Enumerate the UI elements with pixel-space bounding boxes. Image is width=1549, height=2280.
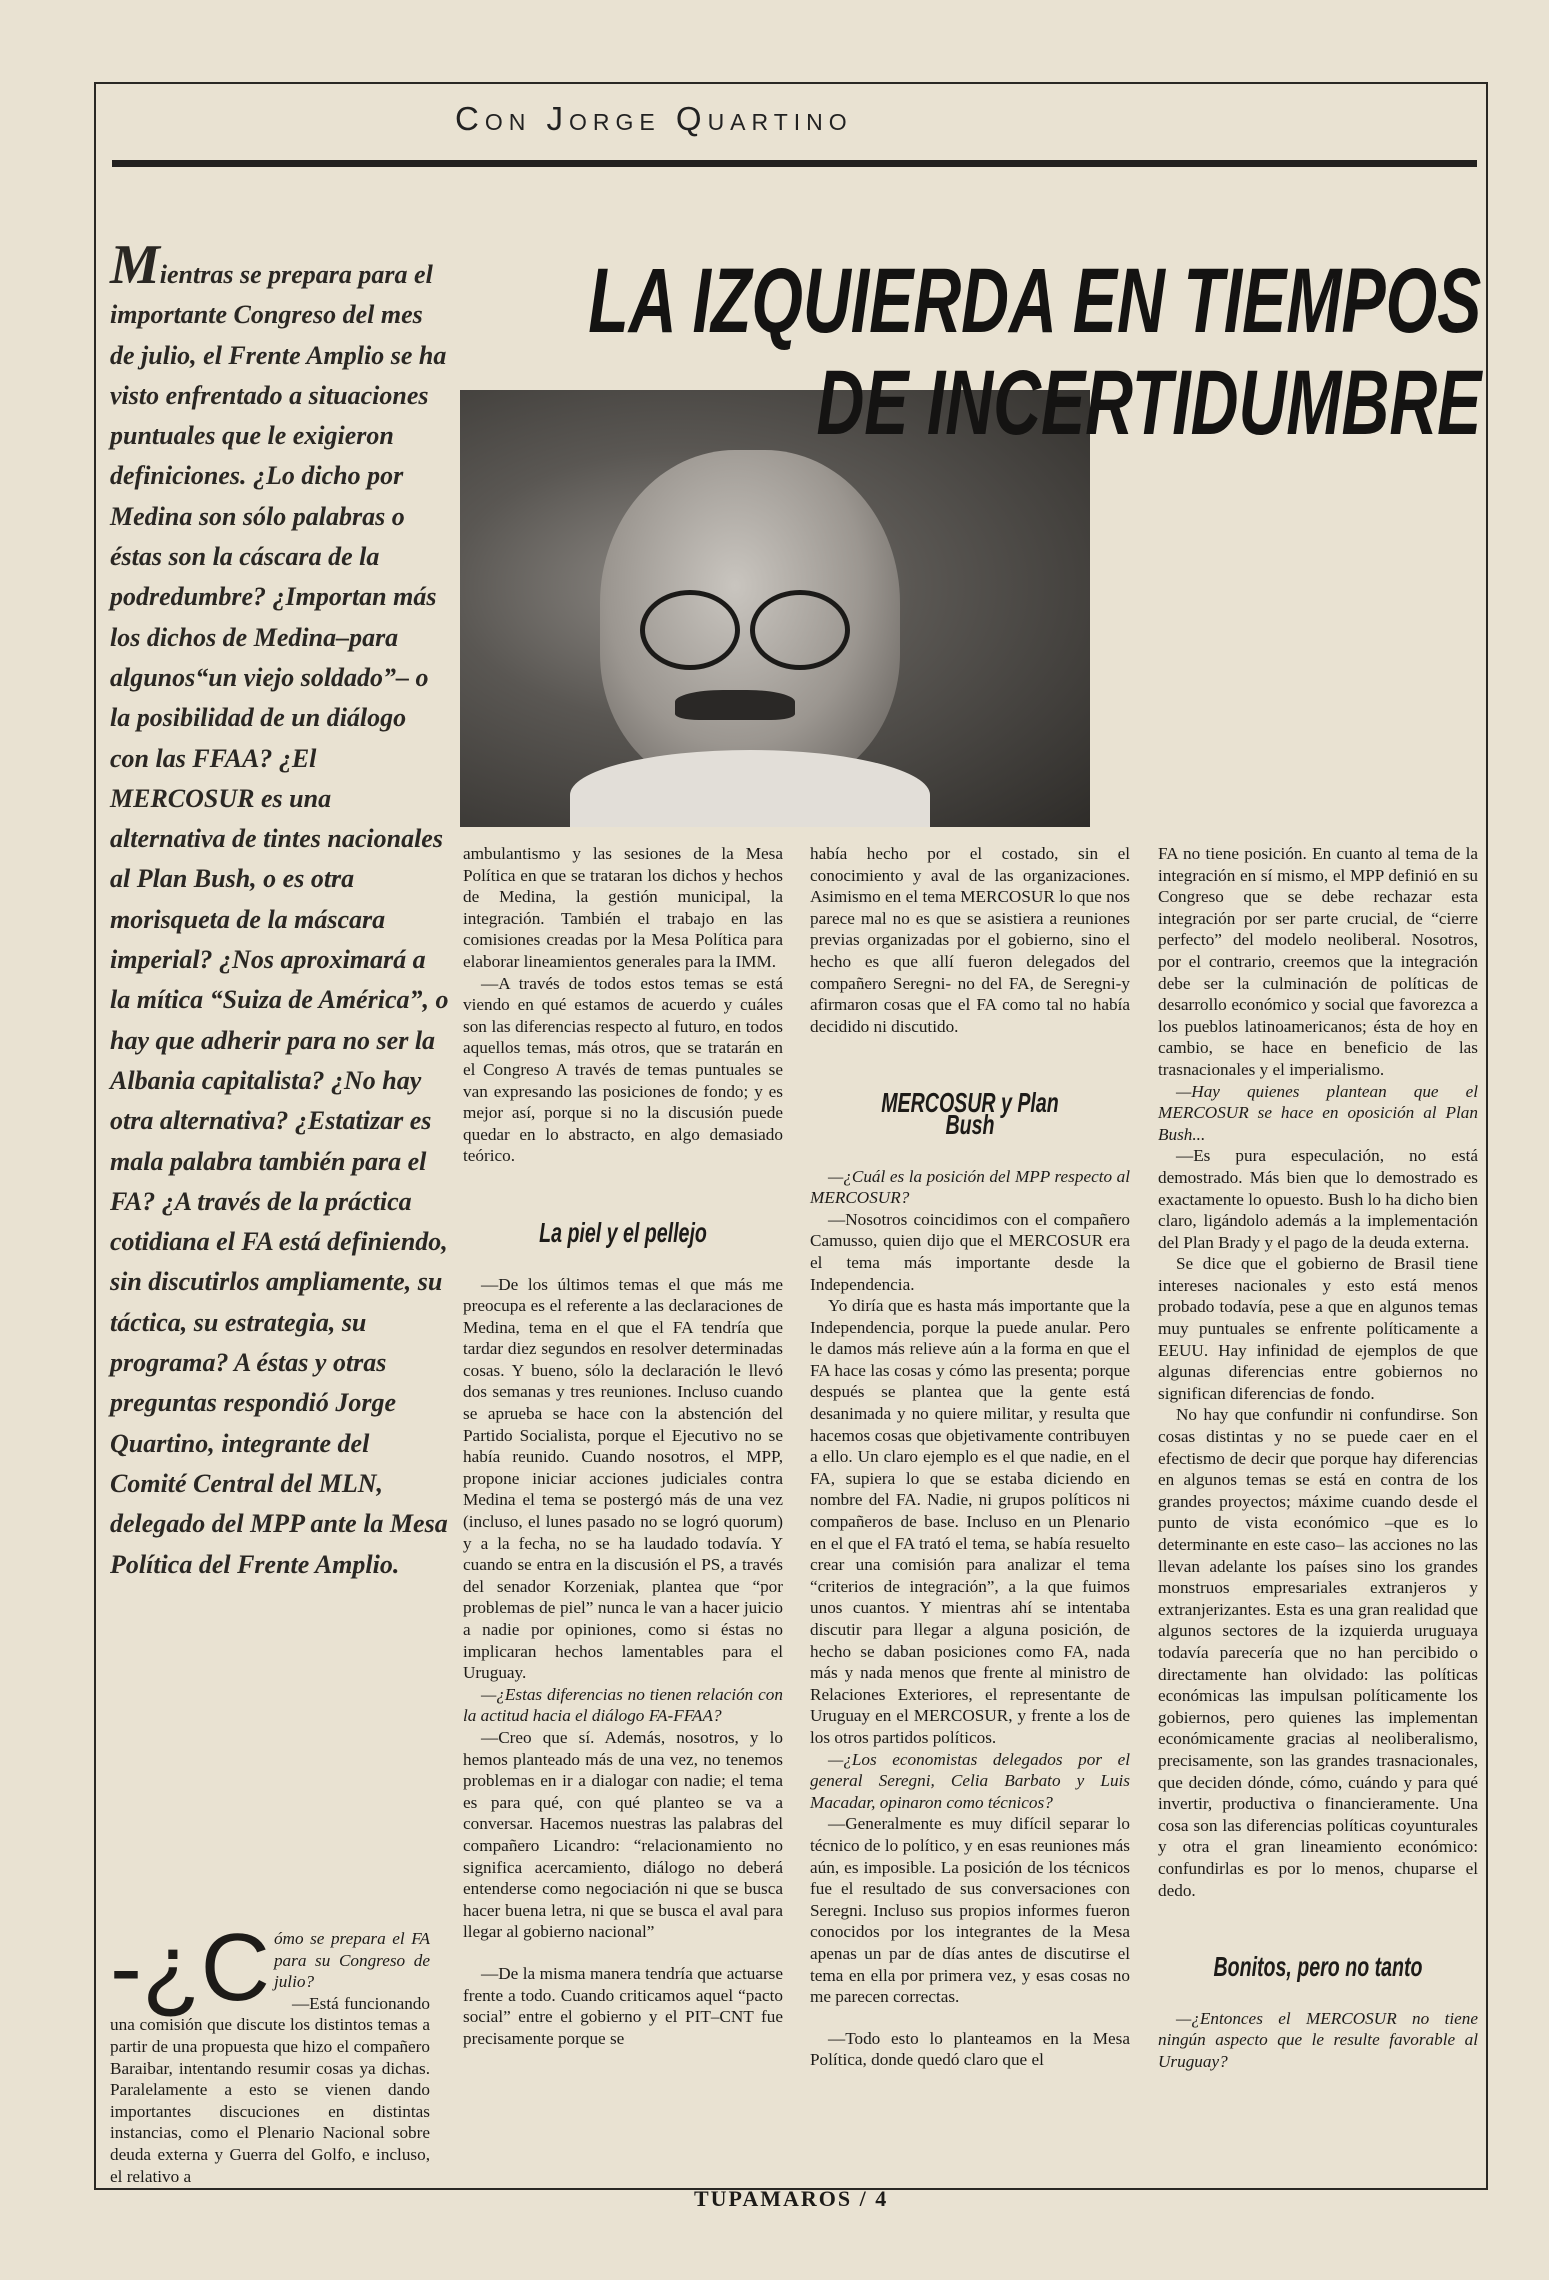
question: —¿Estas diferencias no tienen relación con la actitud hacia el diálogo FA-FFAA? [463, 1684, 783, 1726]
paragraph: —Es pura especulación, no está demostrado. Más bien que lo demostrado es exactamente lo opuesto. Bush lo ha dicho bien claro, ligándolo además a la implementación del Plan Brady y el pago de la deuda externa. [1158, 1146, 1478, 1252]
paragraph: ambulantismo y las sesiones de la Mesa Política en que se trataran los dichos y hechos de Medina, la gestión municipal, la integración. También el trabajo en las comisiones creadas por la Mesa Política para elaborar lineamientos generales para la IMM. [463, 844, 783, 971]
paragraph: —Está funcionando una comisión que discute los distintos temas a partir de una propuesta que hizo el compañero Baraibar, intentando resumir cosas ya dichas. Paralelamente a esto se vienen dando importantes discuciones en distintas instancias, como el Plenario Nacional sobre deuda externa y Guerra del Golfo, e incluso, el relativo a [110, 1993, 430, 2186]
intro-deck [110, 234, 450, 1585]
paragraph: —Generalmente es muy difícil separar lo técnico de lo político, y en esas reuniones más aún, es imposible. La posición de los técnicos fue el resultado de sus conversaciones con Seregni. Incluso sus propios informes fueron conocidos por los integrantes de la Mesa apenas un par de días antes de discutirse el tema en ella por primera vez, y esas cosas no me parecen correctas. [810, 1814, 1130, 2007]
question: —¿Cuál es la posición del MPP respecto al MERCOSUR? [810, 1166, 1130, 1208]
paragraph: —De los últimos temas el que más me preocupa es el referente a las declaraciones de Medina, tema en el que el FA tendría que tardar diez segundos en resolver determinadas cosas. Y bueno, sólo la declaración le llevó dos semanas y tres reuniones. Incluso cuando se aprueba se hace con la abstención del Partido Socialista, porque el Ejecutivo no se había reunido. Cuando nosotros, el MPP, propone iniciar acciones judiciales contra Medina el tema se postergó más de una vez (incluso, el lunes pasado no se logró quorum) y a la fecha, no se ha laudado todavía. Y cuando se entra en la discusión el PS, a través del senador Korzeniak, plantea que “por problemas de piel” nunca le van a hacer juicio a nadie por opiniones, como si éstas no implicaran hechos lamentables para el Uruguay. [463, 1274, 783, 1683]
headline [588, 250, 1481, 454]
paragraph: Se dice que el gobierno de Brasil tiene intereses nacionales y esto está menos probado todavía, pese a que en algunos temas muy puntuales se enfrente políticamente a EEUU. Hay infinidad de ejemplos de que algunas diferencias entre gobiernos no significan diferencias de fondo. [1158, 1254, 1478, 1403]
headline-line-1: LA IZQUIERDA EN TIEMPOS [587, 250, 1481, 352]
subhead: Bonitos, pero no tanto [1213, 1951, 1423, 1983]
column-3 [810, 843, 1130, 2071]
paragraph: FA no tiene posición. En cuanto al tema de la integración en sí mismo, el MPP definió en su Congreso que se debe rechazar esta integración por ser parte crucial, de “cierre perfecto” del modelo neoliberal. Nosotros, por el contrario, creemos que la integración debe ser la culminación de políticas de desarrollo económico y social que favorezca a los pueblos latinoamericanos; ésta de hoy en cambio, se hace en beneficio de las trasnacionales y el imperialismo. [1158, 844, 1478, 1079]
paragraph: —A través de todos estos temas se está viendo en qué estamos de acuerdo y cuáles son las diferencias respecto al futuro, en todos aquellos temas, más otros, que se tratarán en el Congreso A través de temas puntuales se van expresando las posiciones de fondo; y es mejor así, porque si no la discusión puede quedar en lo abstracto, en algo demasiado teórico. [463, 973, 783, 1166]
paragraph: Yo diría que es hasta más importante que la Independencia, porque la puede anular. Pero le damos más relieve aún a la forma en que el FA hace las cosas y cómo las presenta; porque después se plantea que la gente está desanimada y no quiere militar, y resulta que hacemos cosas que objetivamente contribuyen a ello. Un claro ejemplo es el que nadie, en el FA, supiera lo que se estaba diciendo en nombre del FA. Nadie, ni grupos políticos ni compañeros de base. Incluso en un Plenario en el que el FA trató el tema, se había resuelto crear una comisión para analizar el tema “criterios de integración”, a la que fuimos unos cuantos. Y mientras ahí se intentaba discutir para llegar a alguna posición, de hecho se daban posiciones como FA, nada más y nada menos que frente al ministro de Relaciones Exteriores, el representante de Uruguay en el MERCOSUR, y frente a los de los otros partidos políticos. [810, 1296, 1130, 1747]
paragraph: —De la misma manera tendría que actuarse frente a todo. Cuando criticamos aquel “pacto social” entre el gobierno y el PIT–CNT fue precisamente porque se [463, 1963, 783, 2048]
header-rule [112, 160, 1477, 167]
column-4 [1158, 843, 1478, 2072]
paragraph: —Nosotros coincidimos con el compañero Camusso, quien dijo que el MERCOSUR era el tema más importante desde la Independencia. [810, 1209, 1130, 1294]
dropcap: -¿C [110, 1914, 270, 2021]
question: —¿Los economistas delegados por el general Seregni, Celia Barbato y Luis Macadar, opinaron como técnicos? [810, 1749, 1130, 1812]
paragraph: había hecho por el costado, sin el conocimiento y aval de las organizaciones. Asimismo en el tema MERCOSUR lo que nos parece mal no es que se asistiera a reuniones previas organizadas por el gobierno, sino el hecho es que allí fueron delegados del compañero Seregni- no del FA, de Seregni-y afirmaron cosas que el FA como tal no había decidido ni discutido. [810, 844, 1130, 1036]
subhead: La piel y el pellejo [539, 1216, 707, 1248]
question: —¿Entonces el MERCOSUR no tiene ningún aspecto que le resulte favorable al Uruguay? [1158, 2008, 1478, 2071]
section-kicker: Con Jorge Quartino [455, 100, 853, 137]
intro-dropcap: M [110, 234, 160, 296]
column-2 [463, 843, 783, 2049]
portrait-photo [460, 390, 1090, 827]
subhead: MERCOSUR y Plan Bush [881, 1087, 1059, 1140]
column-1 [110, 1914, 430, 2187]
headline-line-2: DE INCERTIDUMBRE [816, 352, 1481, 454]
page-footer: TUPAMAROS / 4 [694, 2186, 889, 2211]
intro-text: ientras se prepara para el importante Congreso del mes de julio, el Frente Amplio se ha visto enfrentado a situaciones puntuales que le exigieron definiciones. ¿Lo dicho por Medina son sólo palabras o éstas son la cáscara de la podredumbre? ¿Importan más los dichos de Medina–para algunos“un viejo soldado”– o la posibilidad de un diálogo con las FFAA? ¿El MERCOSUR es una alternativa de tintes nacionales al Plan Bush, o es otra morisqueta de la máscara imperial? ¿Nos aproximará a la mítica “Suiza de América”, o hay que adherir para no ser la Albania capitalista? ¿No hay otra alternativa? ¿Estatizar es mala palabra también para el FA? ¿A través de la práctica cotidiana el FA está definiendo, sin discutirlos ampliamente, su táctica, su estrategia, su programa? A éstas y otras preguntas respondió Jorge Quartino, integrante del Comité Central del MLN, delegado del MPP ante la Mesa Política del Frente Amplio. [110, 260, 449, 1579]
paragraph: No hay que confundir ni confundirse. Son cosas distintas y no se puede caer en el efectismo de decir que porque hay diferencias en algunos temas se está en contra de los grandes proyectos; máxime cuando desde el punto de vista económico –que es lo determinante en este caso– las acciones no las llevan adelante los países sino los grandes monstruos empresariales extranjeros y extranjerizantes. Esta es una gran realidad que algunos sectores de la izquierda uruguaya todavía parecería que no han percibido o directamente han olvidado: las políticas económicas las impulsan políticamente los gobiernos, pero quienes las implementan económicamente gracias al neoliberalismo, precisamente, son las grandes trasnacionales, que deciden dónde, cómo, cuándo y para qué invertir, productiva o financieramente. Una cosa son las diferencias políticas coyunturales y otra el gran lineamiento económico: confundirlas es por lo menos, chuparse el dedo. [1158, 1405, 1478, 1900]
paragraph: —Creo que sí. Además, nosotros, y lo hemos planteado más de una vez, no tenemos problemas en ir a dialogar con nadie; el tema es para qué, con qué planteo se va a conversar. Hacemos nuestras las palabras del compañero Licandro: “relacionamiento no significa acercamiento, diálogo no deberá entenderse como negociación ni que se busca hacer buena letra, ni que se busca el aval para llegar al gobierno nacional” [463, 1727, 783, 1942]
question: —Hay quienes plantean que el MERCOSUR se hace en oposición al Plan Bush... [1158, 1081, 1478, 1144]
question: ómo se prepara el FA para su Congreso de julio? [273, 1929, 430, 1992]
paragraph: —Todo esto lo planteamos en la Mesa Política, donde quedó claro que el [810, 2028, 1130, 2070]
